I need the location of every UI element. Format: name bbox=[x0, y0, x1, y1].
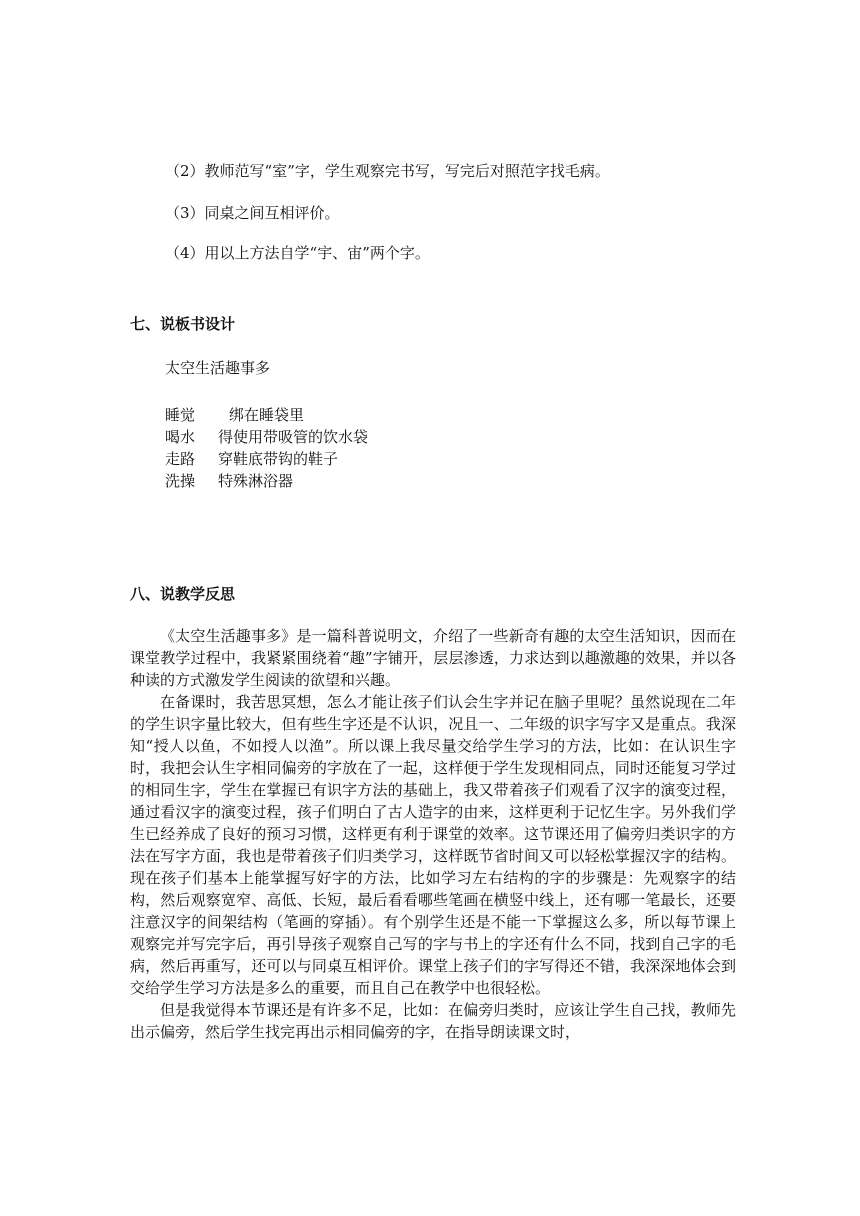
board-row-key: 洗操 bbox=[165, 472, 196, 490]
reflection-paragraph-2: 在备课时，我苦思冥想，怎么才能让孩子们认会生字并记在脑子里呢？虽然说现在二年的学生识字量比较大，但有些生字还是不认识，况且一、二年级的识字写字又是重点。我深知“授人以鱼，不如授人以渔”。所以课上我尽量交给学生学习的方法，比如：在认识生字时，我把会认生字相同偏旁的字放在了一起，这样便于学生发现相同点，同时还能复习学过的相同生字，学生在掌握已有识字方法的基础上，我又带着孩子们观看了汉字的演变过程，通过看汉字的演变过程，孩子们明白了古人造字的由来，这样更利于记忆生字。另外我们学生已经养成了良好的预习习惯，这样更有利于课堂的效率。这节课还用了偏旁归类识字的方法在写字方面，我也是带着孩子们归类学习，这样既节省时间又可以轻松掌握汉字的结构。现在孩子们基本上能掌握写好字的方法，比如学习左右结构的字的步骤是：先观察字的结构，然后观察宽窄、高低、长短，最后看看哪些笔画在横竖中线上，还有哪一笔最长，还要注意汉字的间架结构（笔画的穿插）。有个别学生还是不能一下掌握这么多，所以每节课上观察完并写完字后，再引导孩子观察自己写的字与书上的字还有什么不同，找到自己字的毛病，然后再重写，还可以与同桌互相评价。课堂上孩子们的字写得还不错，我深深地体会到交给学生学习方法是多么的重要，而且自己在教学中也很轻松。 bbox=[130, 693, 736, 997]
board-row-value: 特殊淋浴器 bbox=[218, 472, 294, 490]
section7-heading: 七、说板书设计 bbox=[130, 315, 236, 333]
board-row-value: 绑在睡袋里 bbox=[229, 406, 305, 424]
step-3: （3）同桌之间互相评价。 bbox=[165, 204, 340, 222]
board-row-key: 睡觉 bbox=[165, 406, 196, 424]
reflection-paragraph-1: 《太空生活趣事多》是一篇科普说明文，介绍了一些新奇有趣的太空生活知识，因而在课堂教学过程中，我紧紧围绕着“趣”字铺开，层层渗透，力求达到以趣激趣的效果，并以各种读的方式激发学生阅读的欲望和兴趣。 bbox=[130, 627, 736, 689]
reflection-paragraph-3: 但是我觉得本节课还是有许多不足，比如：在偏旁归类时，应该让学生自己找，教师先出示偏旁，然后学生找完再出示相同偏旁的字，在指导朗读课文时， bbox=[130, 1001, 736, 1041]
section8-heading: 八、说教学反思 bbox=[130, 585, 236, 603]
board-row-key: 走路 bbox=[165, 450, 196, 468]
board-row-sleep bbox=[165, 405, 304, 425]
board-row-walk bbox=[165, 449, 338, 469]
board-row-value: 穿鞋底带钩的鞋子 bbox=[218, 450, 339, 468]
board-row-drink bbox=[165, 427, 368, 447]
reflection-body bbox=[130, 625, 736, 1043]
board-row-key: 喝水 bbox=[165, 428, 196, 446]
board-title: 太空生活趣事多 bbox=[165, 359, 271, 377]
board-row-wash bbox=[165, 471, 293, 491]
step-4: （4）用以上方法自学“宇、宙”两个字。 bbox=[165, 244, 430, 262]
step-2: （2）教师范写“室”字，学生观察完书写，写完后对照范字找毛病。 bbox=[165, 162, 610, 180]
board-row-value: 得使用带吸管的饮水袋 bbox=[218, 428, 369, 446]
